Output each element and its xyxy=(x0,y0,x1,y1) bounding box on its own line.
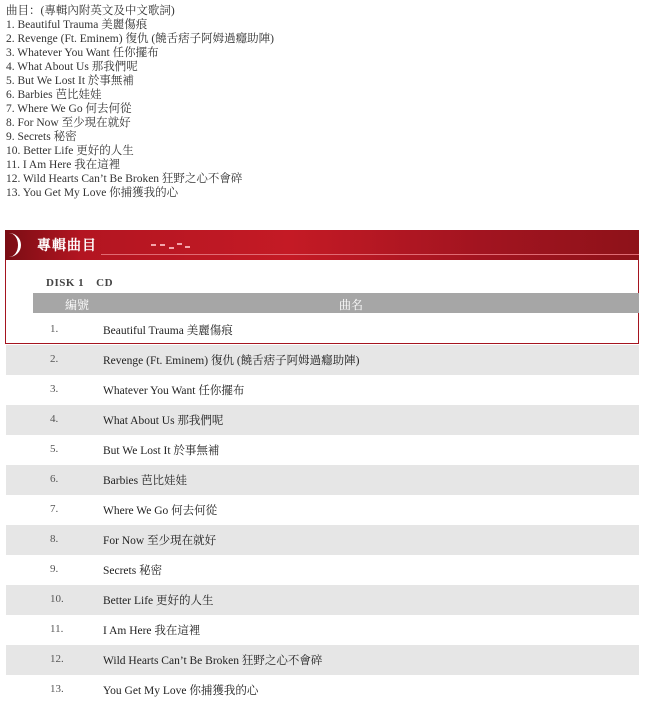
track-name: Secrets 秘密 xyxy=(103,565,163,577)
table-row xyxy=(6,315,639,345)
disk-label xyxy=(46,277,113,289)
track-table-body xyxy=(6,315,639,705)
table-row xyxy=(6,465,639,495)
track-number: 8. xyxy=(50,533,59,545)
track-number: 10. xyxy=(50,593,64,605)
track-number: 13. xyxy=(50,683,64,695)
table-row xyxy=(6,585,639,615)
intro-track-line: 9. Secrets 秘密 xyxy=(6,131,77,143)
track-number: 12. xyxy=(50,653,64,665)
track-number: 6. xyxy=(50,473,59,485)
intro-track-line: 5. But We Lost It 於事無補 xyxy=(6,75,134,87)
track-table-header xyxy=(33,293,639,313)
track-number: 7. xyxy=(50,503,59,515)
track-number: 9. xyxy=(50,563,59,575)
intro-track-line: 10. Better Life 更好的人生 xyxy=(6,145,134,157)
table-row xyxy=(6,645,639,675)
column-header-name: 曲名 xyxy=(339,298,364,312)
track-number: 1. xyxy=(50,323,59,335)
track-name: Beautiful Trauma 美麗傷痕 xyxy=(103,325,233,337)
track-number: 4. xyxy=(50,413,59,425)
track-number: 3. xyxy=(50,383,59,395)
banner-rule xyxy=(101,254,639,255)
tracklist-intro xyxy=(6,4,636,200)
intro-heading: 曲目：(專輯內附英文及中文歌詞) xyxy=(6,5,175,17)
intro-track-line: 4. What About Us 那我們呢 xyxy=(6,61,138,73)
track-name: I Am Here 我在這裡 xyxy=(103,625,201,637)
track-name: Where We Go 何去何從 xyxy=(103,505,218,517)
intro-track-line: 12. Wild Hearts Can’t Be Broken 狂野之心不會碎 xyxy=(6,173,243,185)
disk-number: DISK 1 xyxy=(46,277,85,289)
album-tracks-banner xyxy=(5,230,639,260)
track-name: You Get My Love 你捕獲我的心 xyxy=(103,685,259,697)
track-name: Wild Hearts Can’t Be Broken 狂野之心不會碎 xyxy=(103,655,323,667)
table-row xyxy=(6,345,639,375)
track-name: What About Us 那我們呢 xyxy=(103,415,224,427)
track-name: For Now 至少現在就好 xyxy=(103,535,217,547)
track-number: 2. xyxy=(50,353,59,365)
table-row xyxy=(6,525,639,555)
intro-track-line: 6. Barbies 芭比娃娃 xyxy=(6,89,102,101)
table-row xyxy=(6,405,639,435)
intro-track-line: 8. For Now 至少現在就好 xyxy=(6,117,131,129)
track-name: Revenge (Ft. Eminem) 復仇 (饒舌痞子阿姆過癮助陣) xyxy=(103,355,360,367)
banner-title: 專輯曲目 xyxy=(37,238,97,254)
intro-track-line: 7. Where We Go 何去何從 xyxy=(6,103,132,115)
table-row xyxy=(6,555,639,585)
column-header-number: 編號 xyxy=(65,298,90,312)
track-name: Barbies 芭比娃娃 xyxy=(103,475,188,487)
track-name: But We Lost It 於事無補 xyxy=(103,445,220,457)
banner-hook-decoration xyxy=(7,233,21,257)
intro-track-line: 13. You Get My Love 你捕獲我的心 xyxy=(6,187,179,199)
track-name: Better Life 更好的人生 xyxy=(103,595,214,607)
banner-dots-decoration xyxy=(151,240,195,252)
intro-track-line: 1. Beautiful Trauma 美麗傷痕 xyxy=(6,19,148,31)
intro-track-line: 11. I Am Here 我在這裡 xyxy=(6,159,121,171)
track-number: 5. xyxy=(50,443,59,455)
table-row xyxy=(6,435,639,465)
track-name: Whatever You Want 任你擺布 xyxy=(103,385,245,397)
table-row xyxy=(6,675,639,705)
track-number: 11. xyxy=(50,623,64,635)
table-row xyxy=(6,495,639,525)
table-row xyxy=(6,375,639,405)
table-row xyxy=(6,615,639,645)
intro-track-line: 3. Whatever You Want 任你擺布 xyxy=(6,47,159,59)
disk-type: CD xyxy=(96,277,114,289)
intro-track-line: 2. Revenge (Ft. Eminem) 復仇 (饒舌痞子阿姆過癮助陣) xyxy=(6,33,274,45)
